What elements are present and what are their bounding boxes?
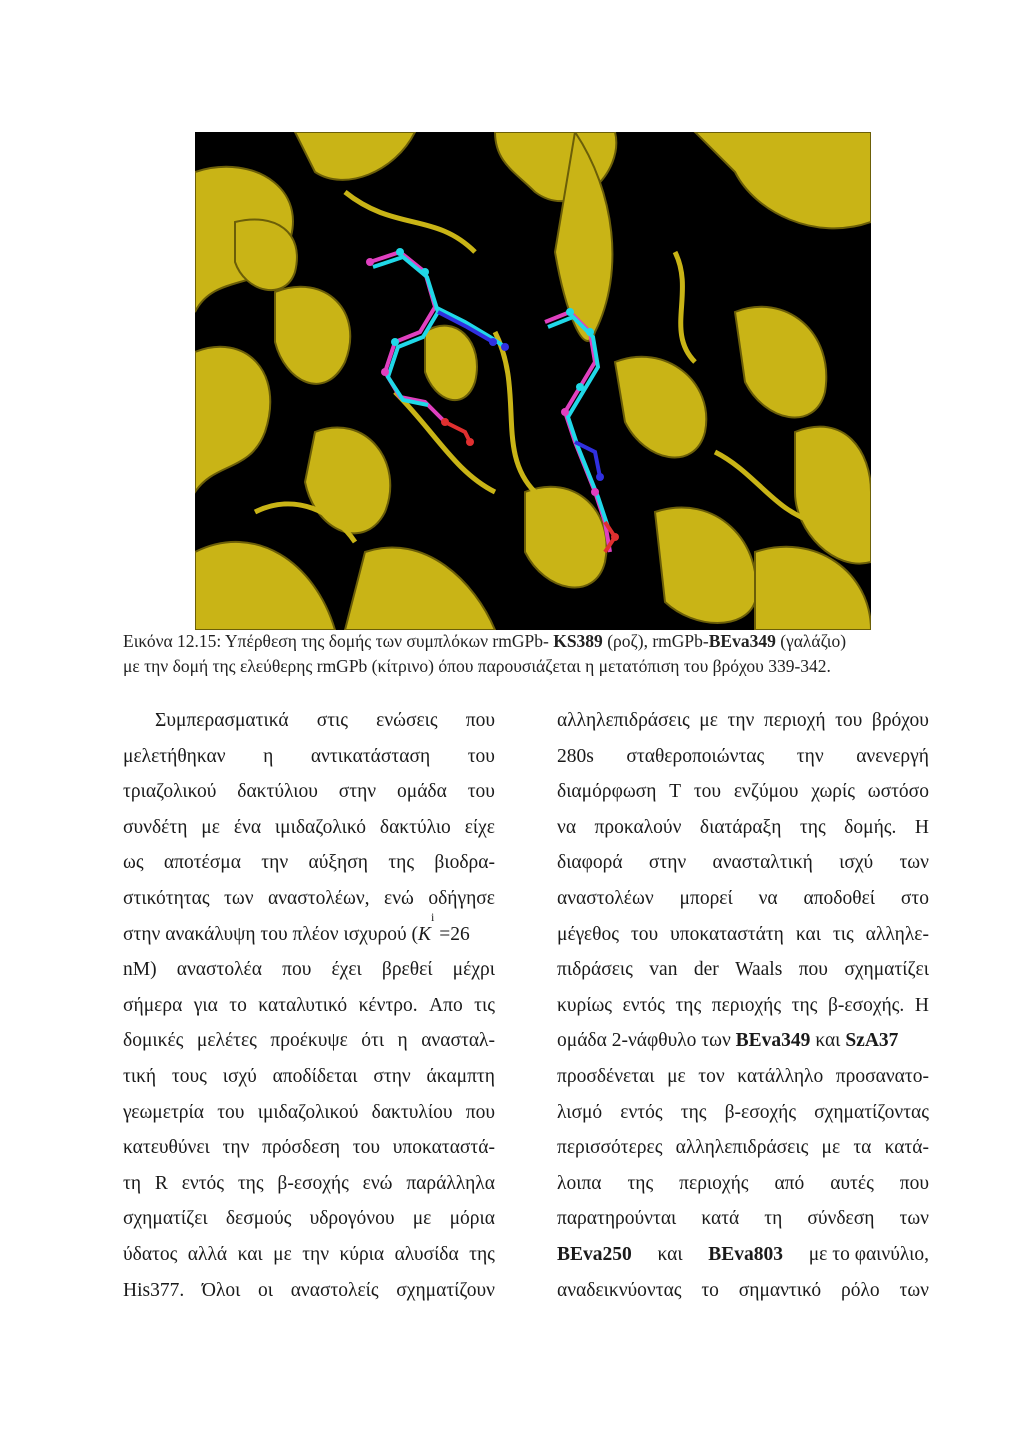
word: του bbox=[835, 710, 863, 731]
word: και bbox=[795, 923, 821, 945]
compound-beva349: BEva349 bbox=[735, 1030, 811, 1052]
word: το bbox=[229, 994, 247, 1016]
right-line bbox=[557, 810, 929, 846]
word: αλλά bbox=[187, 1243, 228, 1265]
word: προσδένεται bbox=[557, 1065, 655, 1087]
word: την bbox=[222, 1137, 250, 1159]
word: 280s bbox=[557, 745, 594, 767]
word: περιοχής bbox=[679, 1172, 749, 1194]
word: την bbox=[302, 1243, 330, 1265]
word: μπορεί bbox=[679, 887, 733, 909]
left-line bbox=[123, 1201, 495, 1237]
word: του bbox=[467, 781, 495, 803]
word: τους bbox=[171, 1065, 207, 1087]
protein-ribbon-image bbox=[195, 132, 871, 630]
word: Όλοι bbox=[201, 1279, 241, 1301]
left-line bbox=[123, 739, 495, 775]
word: με bbox=[412, 1208, 432, 1230]
left-line bbox=[123, 845, 495, 881]
word: β-εσοχής. bbox=[827, 994, 905, 1016]
left-line bbox=[123, 881, 495, 917]
word: άκαμπτη bbox=[426, 1065, 495, 1087]
word: ιμιδαζολικό bbox=[274, 816, 366, 838]
word: των bbox=[899, 1279, 929, 1301]
word: ανενεργή bbox=[856, 745, 929, 767]
compound-beva803: BEva803 bbox=[708, 1243, 784, 1265]
word: κατάλληλο bbox=[737, 1065, 824, 1087]
left-line-ki-text: στην ανακάλυψη του πλέον ισχυρού ( bbox=[123, 923, 419, 945]
word: είχε bbox=[464, 816, 495, 838]
word: αποτέσμα bbox=[163, 852, 241, 874]
left-line bbox=[123, 1059, 495, 1095]
word: κατευθύνει bbox=[123, 1137, 210, 1159]
word: ισχύ bbox=[222, 1065, 257, 1087]
word: περιοχή bbox=[763, 710, 826, 731]
right-line bbox=[557, 988, 929, 1024]
right-line bbox=[557, 774, 929, 810]
left-line bbox=[123, 1166, 495, 1202]
word: δακτυλίου bbox=[371, 1101, 453, 1123]
right-line bbox=[557, 1201, 929, 1237]
word: αλληλε- bbox=[865, 923, 929, 945]
word: με bbox=[667, 1065, 686, 1087]
word: μελέτες bbox=[196, 1030, 257, 1052]
word: δεσμούς bbox=[225, 1208, 292, 1230]
word: στο bbox=[900, 887, 929, 909]
word: αυτές bbox=[830, 1172, 874, 1194]
word: της bbox=[237, 1172, 264, 1194]
word: που bbox=[465, 1101, 495, 1123]
word: αντικατάσταση bbox=[310, 745, 431, 767]
conjunction-kai: και bbox=[810, 1030, 846, 1052]
right-line-beva349 bbox=[557, 1023, 929, 1059]
word: σχηματίζει bbox=[123, 1208, 208, 1230]
word: βιοδρα- bbox=[434, 852, 495, 874]
word: ένα bbox=[233, 816, 262, 838]
word: για bbox=[193, 994, 218, 1016]
word: υποκαταστάτη bbox=[670, 923, 784, 945]
word: κατά- bbox=[884, 1137, 929, 1159]
word: ρόλο bbox=[840, 1279, 880, 1301]
word: αναστολέων, bbox=[268, 887, 370, 909]
word: τα bbox=[853, 1137, 872, 1159]
word: της bbox=[791, 994, 818, 1016]
word: δακτύλιο bbox=[379, 816, 451, 838]
word: του bbox=[217, 1101, 245, 1123]
word: να bbox=[758, 887, 778, 909]
word: σχηματίζοντας bbox=[814, 1101, 929, 1123]
word: Συμπερασματικά bbox=[155, 710, 289, 731]
word: υδρογόνου bbox=[309, 1208, 395, 1230]
word: με bbox=[699, 710, 718, 731]
right-line bbox=[557, 952, 929, 988]
word: der bbox=[693, 959, 719, 981]
word: στην bbox=[648, 852, 687, 874]
word: η bbox=[397, 1030, 408, 1052]
word: οδήγησε bbox=[428, 887, 495, 909]
caption-after-ks389: (ροζ), rmGPb- bbox=[602, 631, 709, 651]
word: μέχρι bbox=[452, 959, 495, 981]
word: περισσότερες bbox=[557, 1137, 663, 1159]
ki-subscript: i bbox=[431, 909, 435, 924]
word: nM) bbox=[123, 959, 157, 981]
left-line bbox=[123, 1130, 495, 1166]
word: την bbox=[727, 710, 755, 731]
word: προσανατο- bbox=[835, 1065, 929, 1087]
caption-ks389: KS389 bbox=[553, 631, 603, 651]
word: γεωμετρία bbox=[123, 1101, 204, 1123]
word: ανασταλ- bbox=[421, 1030, 495, 1052]
left-line bbox=[123, 703, 495, 739]
word: της bbox=[680, 1101, 707, 1123]
word: βρεθεί bbox=[381, 959, 433, 981]
right-line bbox=[557, 739, 929, 775]
word: που bbox=[899, 1172, 929, 1194]
left-text-column bbox=[123, 703, 495, 1308]
word: της bbox=[675, 994, 702, 1016]
word: των bbox=[899, 1208, 929, 1230]
word: πιδράσεις bbox=[557, 959, 633, 981]
word: του bbox=[352, 1137, 381, 1159]
word: της bbox=[469, 1243, 495, 1265]
word: τις bbox=[474, 994, 495, 1016]
word: στις bbox=[316, 710, 349, 731]
word: σχηματίζει bbox=[844, 959, 929, 981]
word: περιοχής bbox=[711, 994, 782, 1016]
ki-symbol: K bbox=[418, 923, 432, 945]
right-line bbox=[557, 1059, 929, 1095]
word: αναδεικνύοντας bbox=[557, 1279, 682, 1301]
word: ενώ bbox=[362, 1172, 393, 1194]
word: στην bbox=[373, 1065, 411, 1087]
word: στικότητας bbox=[123, 887, 210, 909]
word: παρατηρούνται bbox=[557, 1208, 677, 1230]
word: με bbox=[821, 1137, 841, 1159]
word: από bbox=[774, 1172, 805, 1194]
caption-line-2: με την δομή της ελεύθερης rmGPb (κίτρινο) όπου παρουσιάζεται η μετατόπιση του βρόχου 339-342. bbox=[123, 656, 831, 676]
word: που bbox=[282, 959, 312, 981]
word: σύνδεση bbox=[807, 1208, 875, 1230]
word: σχηματίζουν bbox=[396, 1279, 495, 1301]
word: και bbox=[237, 1243, 263, 1265]
word: διαμόρφωση bbox=[557, 781, 657, 803]
word: T bbox=[669, 781, 682, 803]
word: η bbox=[263, 745, 274, 767]
word: ομάδα bbox=[397, 781, 447, 803]
right-line bbox=[557, 1273, 929, 1309]
word: του bbox=[630, 923, 659, 945]
word: οι bbox=[258, 1279, 274, 1301]
word: δακτύλιου bbox=[237, 781, 318, 803]
word: τον bbox=[698, 1065, 725, 1087]
left-line bbox=[123, 810, 495, 846]
word: διατάραξη bbox=[699, 816, 782, 838]
word: αναστολέα bbox=[176, 959, 262, 981]
word: βρόχου bbox=[871, 710, 929, 731]
word: αποδίδεται bbox=[272, 1065, 358, 1087]
word: εντός bbox=[181, 1172, 225, 1194]
figure-caption bbox=[123, 629, 923, 679]
word: έχει bbox=[331, 959, 362, 981]
word: τριαζολικού bbox=[123, 781, 217, 803]
word: με bbox=[201, 816, 220, 838]
word: το bbox=[701, 1279, 719, 1301]
right-line bbox=[557, 1130, 929, 1166]
left-line-ki bbox=[123, 909, 495, 953]
word: πρόσδεση bbox=[262, 1137, 341, 1159]
word: της bbox=[799, 816, 826, 838]
word: van bbox=[649, 959, 678, 981]
word: μόρια bbox=[449, 1208, 495, 1230]
right-line bbox=[557, 703, 929, 739]
word: τη bbox=[764, 1208, 783, 1230]
word: β-εσοχής bbox=[724, 1101, 797, 1123]
right-line bbox=[557, 917, 929, 953]
word: ενώσεις bbox=[376, 710, 438, 731]
right-text-column bbox=[557, 703, 929, 1308]
word: His377. bbox=[123, 1279, 185, 1301]
word: κύρια bbox=[339, 1243, 385, 1265]
word: αύξηση bbox=[308, 852, 368, 874]
caption-line-1 bbox=[123, 629, 923, 654]
word: συνδέτη bbox=[123, 816, 188, 838]
word: παράλληλα bbox=[406, 1172, 495, 1194]
left-line bbox=[123, 1237, 495, 1273]
word: σήμερα bbox=[123, 994, 183, 1016]
word: σταθεροποιώντας bbox=[626, 745, 765, 767]
word: ενώ bbox=[384, 887, 414, 909]
word: του bbox=[693, 781, 722, 803]
word: μέγεθος bbox=[557, 923, 619, 945]
word: κατά bbox=[701, 1208, 740, 1230]
word: εντός bbox=[622, 994, 665, 1016]
word: που bbox=[798, 959, 828, 981]
word: σημαντικό bbox=[738, 1279, 822, 1301]
phenyl-text: με το φαινύλιο, bbox=[808, 1243, 929, 1265]
protein-structure-figure bbox=[195, 132, 871, 630]
word: αλληλεπιδράσεις bbox=[675, 1137, 809, 1159]
word: με bbox=[273, 1243, 292, 1265]
word: αναστολείς bbox=[290, 1279, 379, 1301]
word: της bbox=[627, 1172, 654, 1194]
word: Waals bbox=[735, 959, 783, 981]
word: δομής. bbox=[844, 816, 897, 838]
word: ότι bbox=[361, 1030, 385, 1052]
word: τη bbox=[123, 1172, 142, 1194]
word: ισχύ bbox=[839, 852, 874, 874]
word: ιμιδαζολικού bbox=[257, 1101, 359, 1123]
right-line bbox=[557, 1095, 929, 1131]
right-line bbox=[557, 881, 929, 917]
word: Η bbox=[914, 816, 929, 838]
word: αποδοθεί bbox=[803, 887, 876, 909]
word: ανασταλτική bbox=[712, 852, 813, 874]
word: προέκυψε bbox=[270, 1030, 348, 1052]
right-line-naphthyl: ομάδα 2-νάφθυλο των bbox=[557, 1030, 736, 1052]
word: αναστολέων bbox=[557, 887, 654, 909]
left-line bbox=[123, 1023, 495, 1059]
compound-sza37: SzA37 bbox=[845, 1030, 899, 1052]
word: λισμό bbox=[557, 1101, 603, 1123]
word: Απο bbox=[429, 994, 463, 1016]
caption-beva349: BEva349 bbox=[708, 631, 776, 651]
left-line bbox=[123, 1273, 495, 1309]
word: τις bbox=[832, 923, 854, 945]
word: αλληλεπιδράσεις bbox=[557, 710, 690, 731]
word: της bbox=[388, 852, 415, 874]
word: μελετήθηκαν bbox=[123, 745, 226, 767]
word: χωρίς bbox=[811, 781, 855, 803]
word: ως bbox=[123, 852, 144, 874]
word: δομικές bbox=[123, 1030, 184, 1052]
conjunction-kai-2: και bbox=[657, 1243, 683, 1265]
word: λοιπα bbox=[557, 1172, 602, 1194]
left-line bbox=[123, 774, 495, 810]
word: την bbox=[796, 745, 824, 767]
word: προκαλούν bbox=[594, 816, 682, 838]
word: διαφορά bbox=[557, 852, 623, 874]
word: εντός bbox=[620, 1101, 663, 1123]
right-line bbox=[557, 1166, 929, 1202]
word: που bbox=[465, 710, 495, 731]
right-line bbox=[557, 845, 929, 881]
word: Η bbox=[914, 994, 929, 1016]
word: κυρίως bbox=[557, 994, 613, 1016]
word: τική bbox=[123, 1065, 157, 1087]
word: κέντρο. bbox=[358, 994, 418, 1016]
word: να bbox=[557, 816, 577, 838]
word: στην bbox=[338, 781, 377, 803]
word: του bbox=[467, 745, 495, 767]
word: των bbox=[224, 887, 254, 909]
ki-value: =26 bbox=[434, 923, 470, 945]
left-line bbox=[123, 988, 495, 1024]
word: υποκαταστά- bbox=[392, 1137, 495, 1159]
word: β-εσοχής bbox=[277, 1172, 349, 1194]
word: αλυσίδα bbox=[394, 1243, 459, 1265]
caption-after-beva349: (γαλάζιο) bbox=[775, 631, 847, 651]
word: των bbox=[899, 852, 929, 874]
compound-beva250: BEva250 bbox=[557, 1243, 632, 1265]
left-line bbox=[123, 1095, 495, 1131]
word: ενζύμου bbox=[733, 781, 799, 803]
left-line bbox=[123, 952, 495, 988]
word: ωστόσο bbox=[867, 781, 929, 803]
right-line-beva250 bbox=[557, 1237, 929, 1273]
word: R bbox=[154, 1172, 168, 1194]
word: ύδατος bbox=[123, 1243, 178, 1265]
caption-prefix: Εικόνα 12.15: Υπέρθεση της δομής των συμπλόκων rmGPb- bbox=[123, 631, 554, 651]
word: καταλυτικό bbox=[258, 994, 348, 1016]
word: την bbox=[261, 852, 289, 874]
